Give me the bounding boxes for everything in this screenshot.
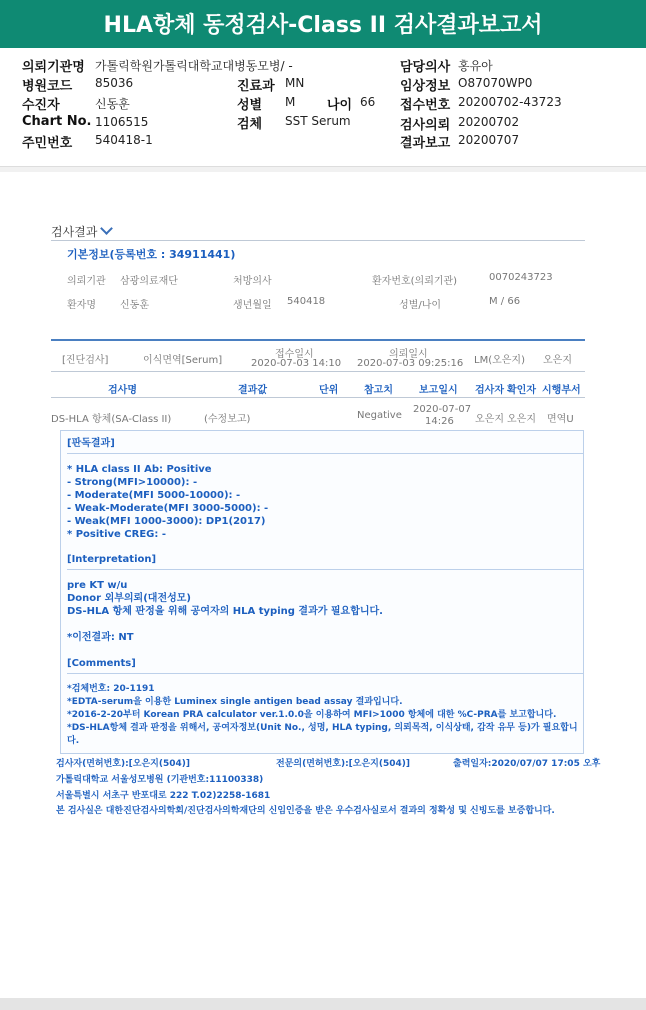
divider xyxy=(51,371,585,372)
patient-no-label: 환자번호(의뢰기관) xyxy=(372,276,458,287)
sexage-label: 성별/나이 xyxy=(399,300,442,311)
report-title: HLA항체 동정검사-Class II 검사결과보고서 xyxy=(0,0,646,48)
chart-value: 1106515 xyxy=(95,115,149,129)
row-dept: 면역U xyxy=(547,414,574,425)
judgement-line: - Moderate(MFI 5000-10000): - xyxy=(67,490,241,501)
bottom-strip xyxy=(0,998,646,1010)
specimen-label: 검체 xyxy=(237,117,263,132)
basic-info-title: 기본정보(등록번호 : 34911441) xyxy=(67,248,236,261)
col-unit: 단위 xyxy=(319,385,339,396)
comment-line: *검체번호: 20-1191 xyxy=(67,684,155,694)
comment-line: *DS-HLA항체 결과 판정을 위해서, 공여자정보(Unit No., 성명, HLA typing, 의뢰목적, 이식상태, 감작 유무 등)가 필요합니 xyxy=(67,723,578,733)
name-label: 환자명 xyxy=(67,300,96,311)
requested-value: 2020-07-03 09:25:16 xyxy=(357,358,464,369)
order-item: 이식면역[Serum] xyxy=(143,355,223,366)
sex-value: M xyxy=(285,95,296,109)
patient-value: 신동훈 xyxy=(95,97,130,111)
order-lm: LM(오은지) xyxy=(474,355,525,366)
footer-tester: 검사자(면허번호):[오은지(504)] xyxy=(56,759,191,769)
request-value: 20200702 xyxy=(458,115,520,129)
row-tester: 오은지 xyxy=(475,414,504,425)
prescriber-label: 처방의사 xyxy=(233,276,272,287)
divider xyxy=(51,240,585,241)
judgement-line: - Weak-Moderate(MFI 3000-5000): - xyxy=(67,503,269,514)
col-dept: 시행부서 xyxy=(542,385,581,396)
col-tester: 검사자 xyxy=(475,385,504,396)
dept-value: MN xyxy=(285,76,305,90)
result-sheet xyxy=(0,172,646,998)
report-content-box xyxy=(60,430,584,754)
age-value: 66 xyxy=(360,95,376,109)
divider xyxy=(67,569,583,570)
judgement-lines xyxy=(67,463,268,541)
row-checker: 오은지 xyxy=(507,414,536,425)
result-section-title: 검사결과 xyxy=(51,225,98,239)
requested-label: 의뢰일시 xyxy=(389,349,428,360)
comment-line: *EDTA-serum을 이용한 Luminex single antigen bead assay 결과입니다. xyxy=(67,697,403,707)
judgement-line: * HLA class II Ab: Positive xyxy=(67,464,212,475)
dob-label: 생년월일 xyxy=(233,300,272,311)
row-report-date: 2020-07-07 xyxy=(413,404,472,415)
clinical-label: 임상정보 xyxy=(400,79,451,94)
footer-hospital: 가톨릭대학교 서울성모병원 (기관번호:11100338) xyxy=(56,775,264,785)
previous-result: *이전결과: NT xyxy=(67,632,134,643)
comments-lines xyxy=(67,683,578,748)
report-value: 20200707 xyxy=(458,133,520,147)
clinical-value: O87070WP0 xyxy=(458,76,533,90)
comments-title: [Comments] xyxy=(67,658,136,669)
doctor-label: 담당의사 xyxy=(400,60,451,75)
received-label: 접수일시 xyxy=(275,349,314,360)
received-value: 2020-07-03 14:10 xyxy=(251,358,342,369)
judgement-line: * Positive CREG: - xyxy=(67,529,166,540)
interpretation-line: Donor 외부의뢰(대전성모) xyxy=(67,593,191,604)
chevron-down-icon xyxy=(101,222,114,235)
dob-value: 540418 xyxy=(287,296,326,307)
dept-label: 진료과 xyxy=(237,79,275,94)
request-label: 검사의뢰 xyxy=(400,118,451,133)
interpretation-line: pre KT w/u xyxy=(67,580,128,591)
receipt-value: 20200702-43723 xyxy=(458,95,562,109)
comment-line: *2016-2-20부터 Korean PRA calculator ver.1.0.0을 이용하여 MFI>1000 항체에 대한 %C-PRA를 보고합니다. xyxy=(67,710,557,720)
footer-printed: 출력일자:2020/07/07 17:05 오후 xyxy=(453,759,601,769)
rrn-value: 540418-1 xyxy=(95,133,153,147)
report-header xyxy=(0,48,646,167)
row-reference: Negative xyxy=(357,410,402,421)
interpretation-title: [Interpretation] xyxy=(67,554,157,565)
col-result: 결과값 xyxy=(238,385,267,396)
institution-value: 가톨릭학원가톨릭대학교대병동모병/ - xyxy=(95,59,293,73)
judgement-title: [판독결과] xyxy=(67,438,115,449)
inst-label: 의뢰기관 xyxy=(67,276,106,287)
hospital-code-label: 병원코드 xyxy=(22,79,73,94)
chart-label: Chart No. xyxy=(22,114,92,129)
col-checker: 확인자 xyxy=(507,385,536,396)
order-dept: [진단검사] xyxy=(62,355,109,366)
age-label: 나이 xyxy=(327,98,353,113)
divider xyxy=(67,453,583,454)
name-value: 신동훈 xyxy=(120,300,149,311)
col-reference: 참고치 xyxy=(364,385,393,396)
divider xyxy=(67,673,583,674)
interpretation-line: DS-HLA 항체 판정을 위해 공여자의 HLA typing 결과가 필요합니다. xyxy=(67,606,383,617)
row-result: (수정보고) xyxy=(204,414,251,425)
rrn-label: 주민번호 xyxy=(22,136,73,151)
result-section-toggle[interactable] xyxy=(51,223,111,240)
patient-no-value: 0070243723 xyxy=(489,272,553,283)
judgement-line: - Strong(MFI>10000): - xyxy=(67,477,198,488)
sexage-value: M / 66 xyxy=(489,296,521,307)
inst-value: 삼광의료재단 xyxy=(120,276,178,287)
row-test-name: DS-HLA 항체(SA-Class II) xyxy=(51,414,172,425)
footer-specialist: 전문의(면허번호):[오은지(504)] xyxy=(276,759,411,769)
order-person: 오은지 xyxy=(543,355,572,366)
divider xyxy=(51,397,585,398)
footer-certification: 본 검사실은 대한진단검사의학회/진단검사의학재단의 신임인증을 받은 우수검사실로서 결과의 정확성 및 신빙도를 보증합니다. xyxy=(56,806,555,816)
col-test-name: 검사명 xyxy=(108,385,137,396)
hospital-code-value: 85036 xyxy=(95,76,134,90)
institution-label: 의뢰기관명 xyxy=(22,60,85,75)
row-report-time: 14:26 xyxy=(425,416,454,427)
patient-label: 수진자 xyxy=(22,98,60,113)
footer-address: 서울특별시 서초구 반포대로 222 T.02)2258-1681 xyxy=(56,791,271,801)
doctor-value: 홍유아 xyxy=(458,59,493,73)
judgement-line: - Weak(MFI 1000-3000): DP1(2017) xyxy=(67,516,266,527)
specimen-value: SST Serum xyxy=(285,114,351,128)
comment-line: 다. xyxy=(67,736,80,746)
sex-label: 성별 xyxy=(237,98,263,113)
receipt-label: 접수번호 xyxy=(400,98,451,113)
table-top-rule xyxy=(51,339,585,341)
interpretation-lines xyxy=(67,579,383,618)
report-label: 결과보고 xyxy=(400,136,451,151)
col-report-date: 보고일시 xyxy=(419,385,458,396)
